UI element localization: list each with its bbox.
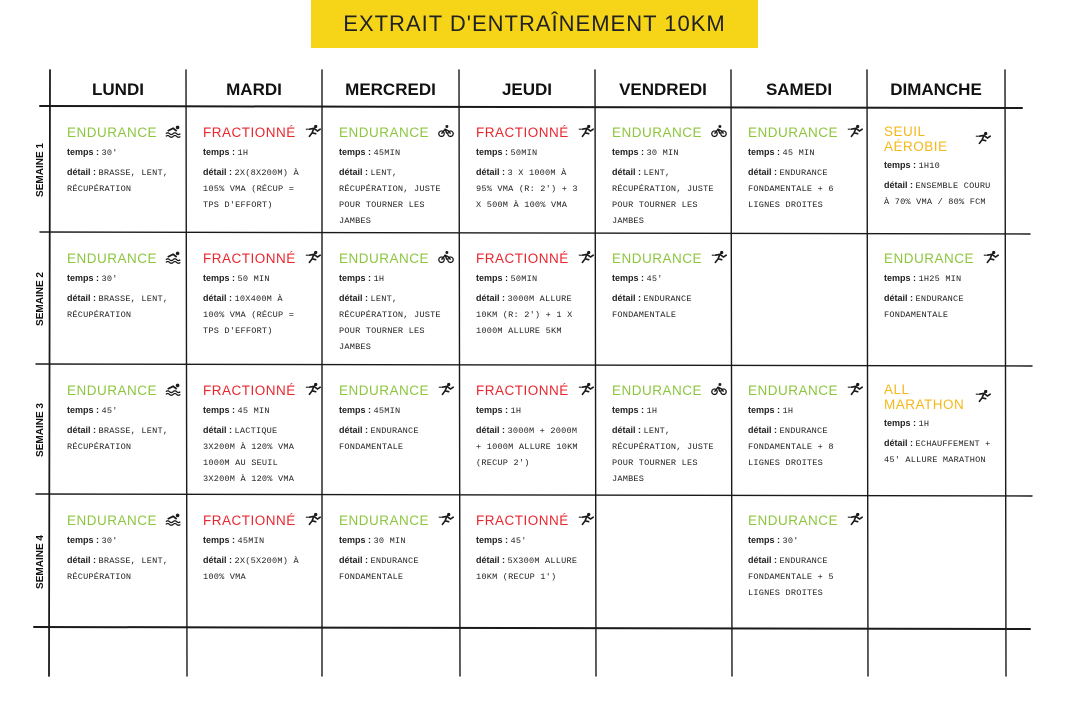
- duration-row: [612, 405, 718, 416]
- detail-text: 3000M ALLURE 10KM (R: 2') + 1 X 1000M ALLURE 5KM: [476, 294, 573, 336]
- session-title: [748, 382, 854, 399]
- detail-row: [67, 423, 173, 455]
- session-type: ENDURANCE: [612, 251, 703, 266]
- duration-label: temps :: [748, 147, 781, 157]
- duration-row: [339, 405, 446, 416]
- duration-value: 1H: [510, 406, 522, 416]
- duration-row: [67, 273, 173, 284]
- duration-value: 45': [510, 536, 527, 546]
- session-title: [67, 124, 173, 141]
- duration-label: temps :: [339, 535, 372, 545]
- duration-label: temps :: [203, 405, 236, 415]
- duration-value: 30': [101, 148, 118, 158]
- run-icon: [577, 250, 595, 267]
- session-title: [884, 250, 992, 267]
- duration-value: 50 MIN: [237, 274, 270, 284]
- session-cell: [67, 124, 173, 197]
- bike-icon: [710, 382, 728, 399]
- detail-row: [748, 553, 854, 601]
- session-type: ENDURANCE: [339, 251, 430, 266]
- run-icon: [437, 512, 455, 529]
- run-icon: [437, 382, 455, 399]
- detail-label: détail :: [884, 293, 914, 303]
- session-cell: [612, 382, 718, 487]
- bike-icon: [710, 124, 728, 141]
- detail-label: détail :: [203, 425, 233, 435]
- week-label-4: SEMAINE 4: [35, 534, 46, 589]
- duration-label: temps :: [339, 405, 372, 415]
- session-title: [884, 124, 992, 154]
- session-cell: [884, 382, 992, 468]
- detail-row: [748, 165, 854, 213]
- duration-row: [339, 535, 446, 546]
- detail-label: détail :: [203, 555, 233, 565]
- detail-text: ENDURANCE FONDAMENTALE: [339, 426, 419, 452]
- detail-row: [203, 553, 309, 585]
- duration-label: temps :: [203, 147, 236, 157]
- session-cell: [67, 382, 173, 455]
- session-cell: [203, 124, 309, 213]
- session-type: FRACTIONNÉ: [476, 383, 569, 398]
- duration-row: [884, 273, 992, 284]
- detail-text: LENT, RÉCUPÉRATION, JUSTE POUR TOURNER LES JAMBES: [612, 168, 714, 226]
- swim-icon: [165, 250, 183, 267]
- session-cell: [203, 382, 309, 487]
- session-title: [612, 382, 718, 399]
- session-title: [203, 512, 309, 529]
- session-cell: [476, 512, 582, 585]
- session-type: ENDURANCE: [339, 125, 430, 140]
- detail-row: [203, 423, 309, 487]
- session-type: ENDURANCE: [612, 383, 703, 398]
- duration-row: [203, 273, 309, 284]
- detail-row: [884, 436, 992, 468]
- run-icon: [846, 512, 864, 529]
- session-cell: [203, 250, 309, 339]
- detail-text: ENDURANCE FONDAMENTALE + 6 LIGNES DROITES: [748, 168, 834, 210]
- swim-icon: [165, 512, 183, 529]
- detail-text: ENSEMBLE COURU À 70% VMA / 80% FCM: [884, 181, 991, 207]
- session-type: FRACTIONNÉ: [203, 383, 296, 398]
- duration-row: [67, 147, 173, 158]
- day-header-mardi: MARDI: [226, 80, 282, 99]
- run-icon: [846, 124, 864, 141]
- session-cell: [339, 512, 446, 585]
- detail-row: [339, 423, 446, 455]
- detail-label: détail :: [884, 438, 914, 448]
- session-type: ENDURANCE: [612, 125, 703, 140]
- session-type: ENDURANCE: [67, 513, 158, 528]
- session-type: ENDURANCE: [339, 383, 430, 398]
- session-title: [476, 124, 582, 141]
- duration-label: temps :: [67, 405, 100, 415]
- session-type: ENDURANCE: [884, 251, 975, 266]
- session-type: ENDURANCE: [67, 383, 158, 398]
- session-cell: [339, 250, 446, 355]
- session-type: ENDURANCE: [748, 513, 839, 528]
- week-label-3: SEMAINE 3: [35, 403, 46, 457]
- detail-text: LACTIQUE 3X200M À 120% VMA 1000M AU SEUIL 3X200M À 120% VMA: [203, 426, 295, 484]
- detail-label: détail :: [476, 425, 506, 435]
- duration-row: [884, 418, 992, 429]
- session-type: FRACTIONNÉ: [203, 513, 296, 528]
- detail-row: [612, 423, 718, 487]
- detail-row: [476, 165, 582, 213]
- session-type: FRACTIONNÉ: [203, 125, 296, 140]
- session-title: [884, 382, 992, 412]
- duration-row: [339, 147, 446, 158]
- bike-icon: [437, 124, 455, 141]
- swim-icon: [165, 124, 183, 141]
- session-type: FRACTIONNÉ: [476, 251, 569, 266]
- duration-value: 45MIN: [373, 148, 401, 158]
- detail-text: 3000M + 2000M + 1000M ALLURE 10KM (RECUP 2'): [476, 426, 578, 468]
- duration-value: 1H: [373, 274, 385, 284]
- session-cell: [884, 250, 992, 323]
- detail-label: détail :: [748, 555, 778, 565]
- session-cell: [748, 124, 854, 213]
- detail-row: [339, 291, 446, 355]
- session-title: [203, 382, 309, 399]
- duration-value: 1H25 MIN: [918, 274, 962, 284]
- detail-row: [476, 291, 582, 339]
- week-label-1: SEMAINE 1: [35, 143, 46, 197]
- duration-label: temps :: [748, 405, 781, 415]
- duration-value: 1H: [646, 406, 658, 416]
- duration-label: temps :: [884, 160, 917, 170]
- run-icon: [710, 250, 728, 267]
- duration-label: temps :: [203, 535, 236, 545]
- session-type: ALL MARATHON: [884, 382, 965, 412]
- session-title: [339, 250, 446, 267]
- session-title: [476, 250, 582, 267]
- duration-label: temps :: [476, 535, 509, 545]
- run-icon: [304, 124, 322, 141]
- session-type: ENDURANCE: [339, 513, 430, 528]
- detail-text: ENDURANCE FONDAMENTALE: [884, 294, 964, 320]
- duration-value: 45MIN: [237, 536, 265, 546]
- detail-row: [476, 553, 582, 585]
- session-cell: [339, 382, 446, 455]
- duration-label: temps :: [612, 273, 645, 283]
- detail-label: détail :: [339, 425, 369, 435]
- detail-label: détail :: [67, 425, 97, 435]
- week-label-2: SEMAINE 2: [35, 272, 46, 326]
- session-cell: [476, 250, 582, 339]
- detail-row: [612, 165, 718, 229]
- duration-row: [476, 147, 582, 158]
- detail-text: 5X300M ALLURE 10KM (RECUP 1'): [476, 556, 578, 582]
- session-cell: [339, 124, 446, 229]
- duration-row: [748, 405, 854, 416]
- session-cell: [203, 512, 309, 585]
- day-header-vendredi: VENDREDI: [619, 80, 707, 99]
- session-type: SEUIL AÉROBIE: [884, 124, 948, 154]
- session-title: [476, 512, 582, 529]
- duration-row: [67, 535, 173, 546]
- detail-label: détail :: [476, 555, 506, 565]
- duration-row: [339, 273, 446, 284]
- detail-label: détail :: [203, 293, 233, 303]
- day-header-mercredi: MERCREDI: [345, 80, 436, 99]
- run-icon: [577, 124, 595, 141]
- duration-label: temps :: [339, 273, 372, 283]
- run-icon: [304, 382, 322, 399]
- duration-row: [67, 405, 173, 416]
- duration-row: [203, 405, 309, 416]
- detail-text: ENDURANCE FONDAMENTALE + 5 LIGNES DROITES: [748, 556, 834, 598]
- duration-value: 45 MIN: [237, 406, 270, 416]
- duration-row: [748, 147, 854, 158]
- duration-value: 1H10: [918, 161, 940, 171]
- detail-label: détail :: [748, 425, 778, 435]
- detail-text: ENDURANCE FONDAMENTALE + 8 LIGNES DROITES: [748, 426, 834, 468]
- session-title: [203, 250, 309, 267]
- session-type: FRACTIONNÉ: [203, 251, 296, 266]
- duration-row: [203, 147, 309, 158]
- session-title: [612, 250, 718, 267]
- run-icon: [974, 131, 992, 148]
- duration-value: 45 MIN: [782, 148, 815, 158]
- day-header-jeudi: JEUDI: [501, 80, 553, 99]
- duration-value: 45': [646, 274, 663, 284]
- detail-row: [67, 553, 173, 585]
- duration-row: [476, 405, 582, 416]
- detail-label: détail :: [748, 167, 778, 177]
- run-icon: [577, 512, 595, 529]
- detail-row: [67, 165, 173, 197]
- session-cell: [612, 250, 718, 323]
- session-cell: [748, 512, 854, 601]
- session-type: ENDURANCE: [748, 125, 839, 140]
- detail-row: [203, 165, 309, 213]
- detail-label: détail :: [339, 293, 369, 303]
- detail-row: [884, 178, 992, 210]
- session-title: [748, 124, 854, 141]
- session-title: [339, 512, 446, 529]
- detail-label: détail :: [476, 167, 506, 177]
- detail-row: [339, 553, 446, 585]
- duration-value: 1H: [918, 419, 930, 429]
- run-icon: [577, 382, 595, 399]
- session-cell: [612, 124, 718, 229]
- duration-row: [612, 273, 718, 284]
- session-title: [476, 382, 582, 399]
- detail-text: 3 X 1000M À 95% VMA (R: 2') + 3 X 500M À 100% VMA: [476, 168, 578, 210]
- detail-text: BRASSE, LENT, RÉCUPÉRATION: [67, 294, 169, 320]
- run-icon: [974, 389, 992, 406]
- duration-value: 1H: [237, 148, 249, 158]
- session-cell: [884, 124, 992, 210]
- detail-label: détail :: [67, 167, 97, 177]
- duration-value: 50MIN: [510, 274, 538, 284]
- detail-text: 2X(5X200M) À 100% VMA: [203, 556, 299, 582]
- duration-value: 45MIN: [373, 406, 401, 416]
- duration-value: 45': [101, 406, 118, 416]
- detail-text: BRASSE, LENT, RÉCUPÉRATION: [67, 426, 169, 452]
- day-header-lundi: LUNDI: [92, 80, 144, 99]
- session-title: [748, 512, 854, 529]
- duration-label: temps :: [339, 147, 372, 157]
- detail-text: 2X(8X200M) À 105% VMA (RÉCUP = TPS D'EFFORT): [203, 168, 299, 210]
- detail-row: [203, 291, 309, 339]
- duration-label: temps :: [748, 535, 781, 545]
- detail-text: LENT, RÉCUPÉRATION, JUSTE POUR TOURNER LES JAMBES: [612, 426, 714, 484]
- detail-label: détail :: [339, 167, 369, 177]
- detail-text: BRASSE, LENT, RÉCUPÉRATION: [67, 556, 169, 582]
- detail-text: ENDURANCE FONDAMENTALE: [339, 556, 419, 582]
- duration-value: 30 MIN: [646, 148, 679, 158]
- duration-value: 30': [101, 274, 118, 284]
- session-type: ENDURANCE: [748, 383, 839, 398]
- duration-value: 1H: [782, 406, 794, 416]
- session-type: FRACTIONNÉ: [476, 513, 569, 528]
- duration-label: temps :: [203, 273, 236, 283]
- duration-row: [476, 535, 582, 546]
- session-cell: [476, 124, 582, 213]
- day-header-dimanche: DIMANCHE: [890, 80, 982, 99]
- session-cell: [476, 382, 582, 471]
- detail-row: [339, 165, 446, 229]
- duration-label: temps :: [67, 273, 100, 283]
- detail-label: détail :: [612, 425, 642, 435]
- duration-value: 30': [782, 536, 799, 546]
- run-icon: [982, 250, 1000, 267]
- detail-text: BRASSE, LENT, RÉCUPÉRATION: [67, 168, 169, 194]
- session-title: [67, 512, 173, 529]
- duration-label: temps :: [612, 147, 645, 157]
- detail-text: LENT, RÉCUPÉRATION, JUSTE POUR TOURNER LES JAMBES: [339, 294, 441, 352]
- detail-text: 10X400M À 100% VMA (RÉCUP = TPS D'EFFORT): [203, 294, 295, 336]
- duration-row: [748, 535, 854, 546]
- session-type: FRACTIONNÉ: [476, 125, 569, 140]
- detail-row: [67, 291, 173, 323]
- detail-text: ECHAUFFEMENT + 45' ALLURE MARATHON: [884, 439, 991, 465]
- detail-label: détail :: [203, 167, 233, 177]
- duration-label: temps :: [476, 405, 509, 415]
- detail-label: détail :: [67, 293, 97, 303]
- duration-row: [884, 160, 992, 171]
- run-icon: [846, 382, 864, 399]
- detail-label: détail :: [612, 293, 642, 303]
- session-title: [67, 382, 173, 399]
- detail-row: [748, 423, 854, 471]
- session-title: [67, 250, 173, 267]
- session-cell: [748, 382, 854, 471]
- duration-label: temps :: [612, 405, 645, 415]
- session-type: ENDURANCE: [67, 125, 158, 140]
- duration-label: temps :: [476, 273, 509, 283]
- duration-label: temps :: [884, 418, 917, 428]
- run-icon: [304, 512, 322, 529]
- session-title: [339, 382, 446, 399]
- duration-label: temps :: [476, 147, 509, 157]
- detail-row: [884, 291, 992, 323]
- detail-label: détail :: [884, 180, 914, 190]
- swim-icon: [165, 382, 183, 399]
- duration-label: temps :: [884, 273, 917, 283]
- session-cell: [67, 512, 173, 585]
- detail-text: LENT, RÉCUPÉRATION, JUSTE POUR TOURNER LES JAMBES: [339, 168, 441, 226]
- detail-row: [612, 291, 718, 323]
- duration-row: [612, 147, 718, 158]
- bike-icon: [437, 250, 455, 267]
- page-title: EXTRAIT D'ENTRAÎNEMENT 10KM: [343, 11, 726, 36]
- detail-label: détail :: [67, 555, 97, 565]
- session-type: ENDURANCE: [67, 251, 158, 266]
- day-header-samedi: SAMEDI: [765, 80, 833, 99]
- session-title: [612, 124, 718, 141]
- duration-label: temps :: [67, 535, 100, 545]
- detail-label: détail :: [612, 167, 642, 177]
- session-cell: [67, 250, 173, 323]
- detail-label: détail :: [339, 555, 369, 565]
- detail-row: [476, 423, 582, 471]
- session-title: [339, 124, 446, 141]
- session-title: [203, 124, 309, 141]
- duration-value: 50MIN: [510, 148, 538, 158]
- run-icon: [304, 250, 322, 267]
- detail-label: détail :: [476, 293, 506, 303]
- duration-row: [203, 535, 309, 546]
- duration-value: 30': [101, 536, 118, 546]
- duration-row: [476, 273, 582, 284]
- detail-text: ENDURANCE FONDAMENTALE: [612, 294, 692, 320]
- duration-label: temps :: [67, 147, 100, 157]
- duration-value: 30 MIN: [373, 536, 406, 546]
